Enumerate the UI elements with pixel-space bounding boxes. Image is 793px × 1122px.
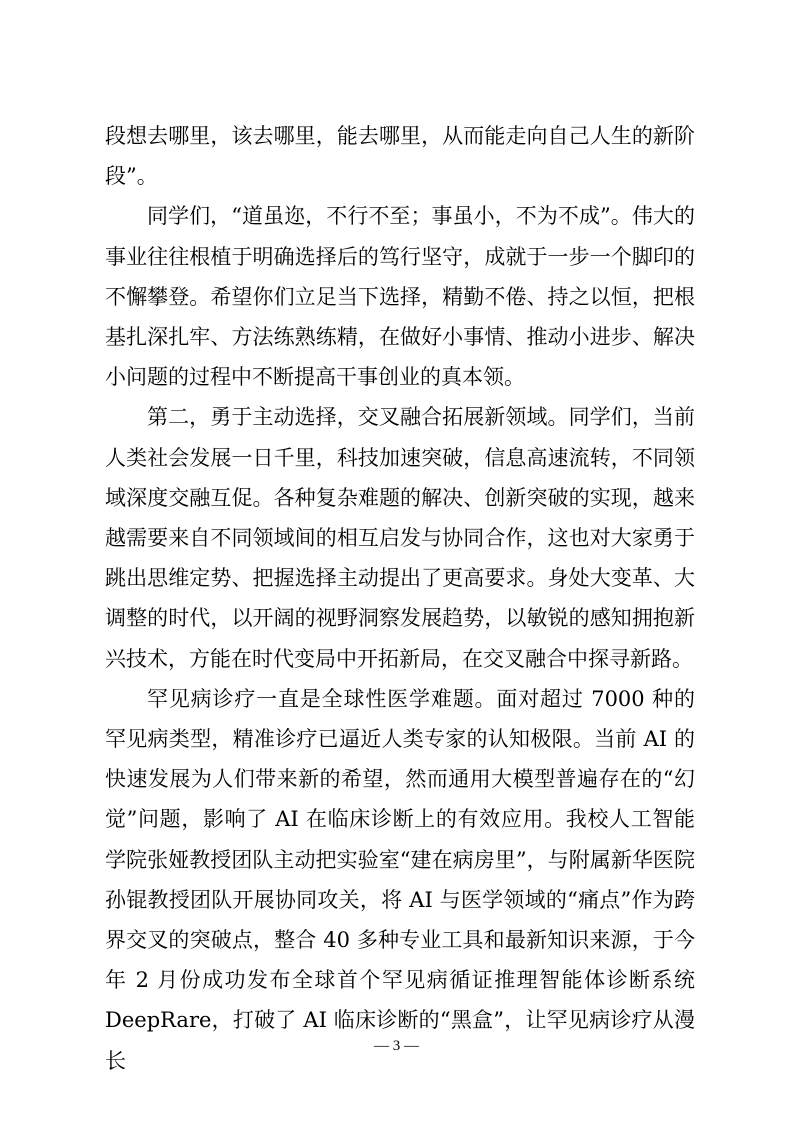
- paragraph-persistence: 同学们，“道虽迩，不行不至；事虽小，不为不成”。伟大的事业往往根植于明确选择后的笃行坚守，成就于一步一个脚印的不懈攀登。希望你们立足当下选择，精勤不倦、持之以恒，把根基扎深扎牢、方法练熟练精，在做好小事情、推动小进步、解决小问题的过程中不断提高干事创业的真本领。: [105, 204, 695, 390]
- paragraph-second-point: 第二，勇于主动选择，交叉融合拓展新领域。同学们，当前人类社会发展一日千里，科技加速突破，信息高速流转，不同领域深度交融互促。各种复杂难题的解决、创新突破的实现，越来越需要来自不同领域间的相互启发与协同合作，这也对大家勇于跳出思维定势、把握选择主动提出了更高要求。身处大变革、大调整的时代，以开阔的视野洞察发展趋势，以敏锐的感知拥抱新兴技术，方能在时代变局中开拓新局，在交叉融合中探寻新路。: [105, 405, 695, 671]
- paragraph-continued: 段想去哪里，该去哪里，能去哪里，从而能走向自己人生的新阶段”。: [105, 124, 695, 189]
- page-number: — 3 —: [374, 1038, 419, 1054]
- paragraph-rare-disease: 罕见病诊疗一直是全球性医学难题。面对超过 7000 种的罕见病类型，精准诊疗已逼近人类专家的认知极限。当前 AI 的快速发展为人们带来新的希望，然而通用大模型普遍存在的“幻觉”问题，影响了 AI 在临床诊断上的有效应用。我校人工智能学院张娅教授团队主动把实验室“建在病房里”，与附属新华医院孙锟教授团队开展协同攻关，将 AI 与医学领域的“痛点”作为跨界交叉的突破点，整合 40 多种专业工具和最新知识来源，于今年 2 月份成功发布全球首个罕见病循证推理智能体诊断系统 DeepRare，打破了 AI 临床诊断的“黑盒”，让罕见病诊疗从漫长: [105, 686, 695, 1073]
- body-text: [105, 116, 695, 1081]
